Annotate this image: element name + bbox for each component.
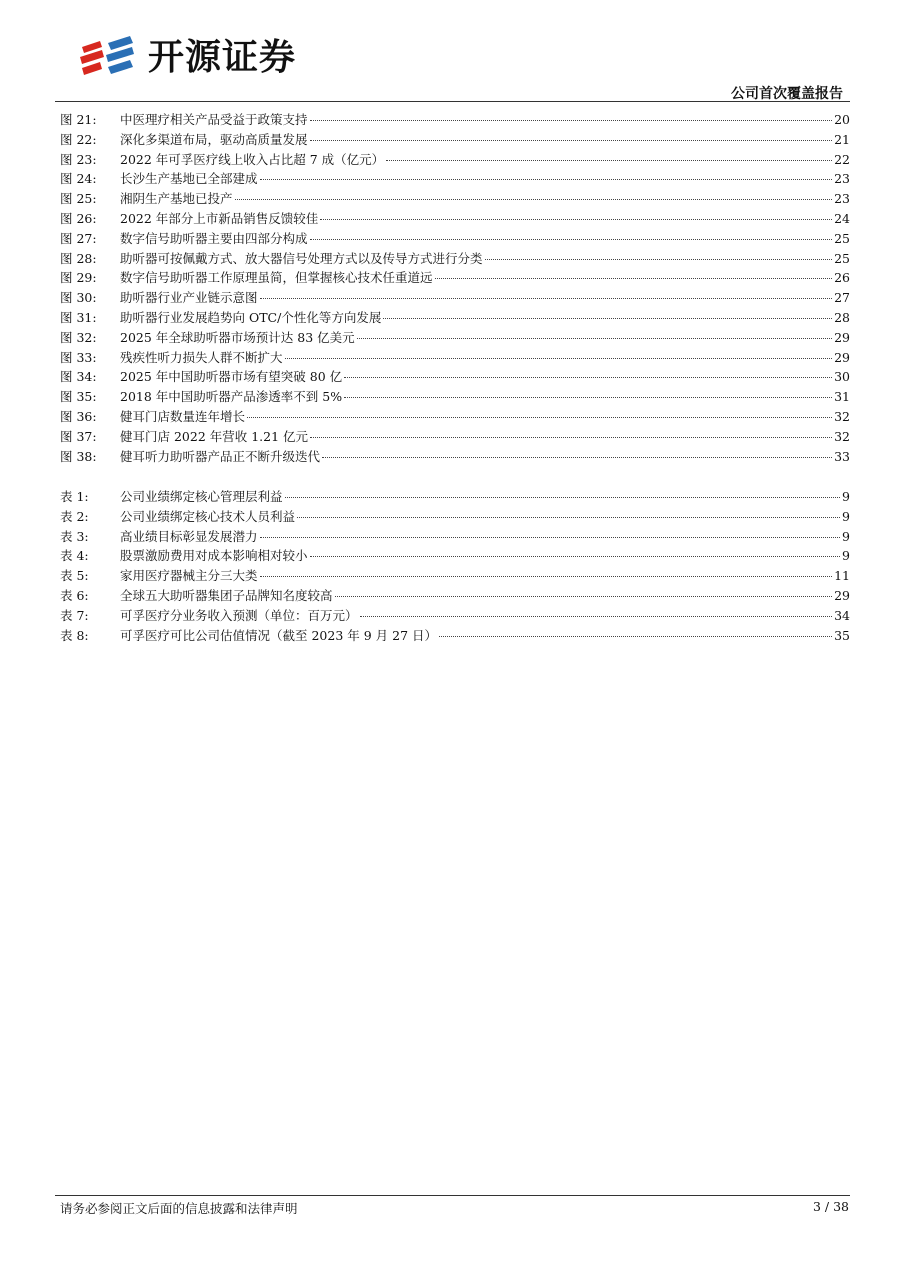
- toc-dot-leader: [344, 377, 832, 378]
- footer-divider: [55, 1195, 850, 1196]
- toc-dot-leader: [297, 517, 840, 518]
- figure-toc-entry[interactable]: [60, 268, 850, 288]
- toc-entry-title: 助听器行业产业链示意图: [120, 290, 258, 306]
- toc-dot-leader: [357, 338, 832, 339]
- figure-toc-entry[interactable]: [60, 308, 850, 328]
- toc-entry-page: 26: [834, 270, 850, 286]
- toc-dot-leader: [310, 140, 833, 141]
- toc-entry-page: 21: [834, 131, 850, 147]
- toc-entry-number: 图 31:: [60, 309, 97, 325]
- toc-entry-number: 图 36:: [60, 408, 97, 424]
- toc-entry-title: 全球五大助听器集团子品牌知名度较高: [120, 587, 333, 603]
- figure-toc-entry[interactable]: [60, 328, 850, 348]
- table-toc-entry[interactable]: [60, 566, 850, 586]
- header-divider: [55, 101, 850, 102]
- figure-toc-entry[interactable]: [60, 427, 850, 447]
- table-toc-entry[interactable]: [60, 507, 850, 527]
- toc-entry-page: 9: [842, 489, 850, 504]
- table-toc-entry[interactable]: [60, 487, 850, 507]
- toc-entry-number: 图 22:: [60, 131, 97, 147]
- toc-entry-number: 表 8:: [60, 627, 89, 643]
- toc-entry-title: 2025 年中国助听器市场有望突破 80 亿: [120, 369, 343, 385]
- toc-entry-number: 表 5:: [60, 568, 89, 584]
- toc-dot-leader: [310, 120, 833, 121]
- toc-entry-page: 22: [834, 151, 850, 167]
- toc-dot-leader: [322, 457, 832, 458]
- toc-entry-number: 图 35:: [60, 389, 97, 405]
- toc-entry-title: 健耳门店数量连年增长: [120, 408, 246, 424]
- toc-entry-page: 9: [842, 528, 850, 544]
- toc-entry-page: 29: [834, 587, 850, 603]
- toc-dot-leader: [344, 397, 832, 398]
- table-toc-entry[interactable]: [60, 626, 850, 646]
- toc-dot-leader: [335, 596, 833, 597]
- toc-entry-number: 表 1:: [60, 489, 89, 504]
- toc-entry-number: 图 21:: [60, 112, 97, 127]
- toc-entry-page: 29: [834, 329, 850, 345]
- toc-entry-number: 表 6:: [60, 587, 89, 603]
- toc-entry-title: 2022 年部分上市新品销售反馈较佳: [120, 210, 319, 226]
- toc-entry-title: 股票激励费用对成本影响相对较小: [120, 548, 308, 564]
- figure-toc-entry[interactable]: [60, 348, 850, 368]
- toc-entry-page: 23: [834, 191, 850, 207]
- toc-dot-leader: [360, 616, 833, 617]
- toc-entry-page: 23: [834, 171, 850, 187]
- figure-toc-entry[interactable]: [60, 150, 850, 170]
- toc-dot-leader: [260, 298, 833, 299]
- tables-toc: [60, 487, 850, 645]
- toc-entry-page: 33: [834, 448, 850, 464]
- toc-dot-leader: [310, 556, 841, 557]
- figure-toc-entry[interactable]: [60, 387, 850, 407]
- toc-entry-number: 图 23:: [60, 151, 97, 167]
- toc-dot-leader: [260, 537, 841, 538]
- toc-dot-leader: [260, 179, 833, 180]
- toc-entry-number: 图 26:: [60, 210, 97, 226]
- toc-entry-number: 图 33:: [60, 349, 97, 365]
- toc-entry-number: 图 29:: [60, 270, 97, 286]
- toc-entry-title: 残疾性听力损失人群不断扩大: [120, 349, 283, 365]
- logo-mark-icon: [78, 33, 138, 83]
- toc-entry-title: 数字信号助听器主要由四部分构成: [120, 230, 308, 246]
- figure-toc-entry[interactable]: [60, 367, 850, 387]
- toc-entry-page: 28: [834, 309, 850, 325]
- toc-entry-page: 34: [834, 607, 850, 623]
- toc-dot-leader: [260, 576, 833, 577]
- toc-entry-page: 27: [834, 290, 850, 306]
- toc-entry-title: 助听器可按佩戴方式、放大器信号处理方式以及传导方式进行分类: [120, 250, 483, 266]
- table-toc-entry[interactable]: [60, 586, 850, 606]
- toc-dot-leader: [285, 497, 841, 498]
- toc-dot-leader: [235, 199, 833, 200]
- figure-toc-entry[interactable]: [60, 130, 850, 150]
- report-type: 公司首次覆盖报告: [731, 86, 843, 102]
- toc-dot-leader: [247, 417, 832, 418]
- figure-toc-entry[interactable]: [60, 189, 850, 209]
- toc-entry-title: 高业绩目标彰显发展潜力: [120, 528, 258, 544]
- toc-entry-title: 数字信号助听器工作原理虽简，但掌握核心技术任重道远: [120, 270, 433, 286]
- toc-entry-number: 图 30:: [60, 290, 97, 306]
- toc-dot-leader: [320, 219, 832, 220]
- toc-entry-number: 图 27:: [60, 230, 97, 246]
- footer-disclaimer: 请务必参阅正文后面的信息披露和法律声明: [60, 1201, 298, 1216]
- toc-dot-leader: [386, 160, 832, 161]
- toc-dot-leader: [310, 437, 832, 438]
- toc-entry-title: 助听器行业发展趋势向 OTC/个性化等方向发展: [120, 309, 382, 325]
- toc-entry-page: 24: [834, 210, 850, 226]
- toc-dot-leader: [310, 239, 833, 240]
- toc-entry-page: 31: [834, 389, 850, 405]
- logo-text: 开源证券: [148, 37, 297, 78]
- toc-entry-title: 家用医疗器械主分三大类: [120, 568, 258, 584]
- toc-entry-title: 2022 年可孚医疗线上收入占比超 7 成（亿元）: [120, 151, 385, 167]
- figure-toc-entry[interactable]: [60, 229, 850, 249]
- toc-entry-title: 健耳门店 2022 年营收 1.21 亿元: [120, 428, 309, 444]
- figure-toc-entry[interactable]: [60, 249, 850, 269]
- figure-toc-entry[interactable]: [60, 209, 850, 229]
- page-number: 3 / 38: [812, 1199, 849, 1214]
- toc-entry-number: 表 2:: [60, 508, 89, 524]
- toc-entry-number: 图 24:: [60, 171, 97, 187]
- toc-entry-page: 9: [842, 548, 850, 564]
- table-toc-entry[interactable]: [60, 606, 850, 626]
- toc-entry-page: 32: [834, 428, 850, 444]
- toc-entry-title: 湘阴生产基地已投产: [120, 191, 233, 207]
- figure-toc-entry[interactable]: [60, 447, 850, 467]
- toc-entry-title: 深化多渠道布局，驱动高质量发展: [120, 131, 308, 147]
- figure-toc-entry[interactable]: [60, 407, 850, 427]
- toc-entry-title: 公司业绩绑定核心技术人员利益: [120, 508, 296, 524]
- toc-entry-number: 表 7:: [60, 607, 89, 623]
- table-toc-entry[interactable]: [60, 527, 850, 547]
- toc-dot-leader: [485, 259, 833, 260]
- toc-entry-page: 35: [834, 627, 850, 643]
- toc-entry-page: 25: [834, 230, 850, 246]
- company-logo: [78, 33, 296, 83]
- toc-entry-page: 32: [834, 408, 850, 424]
- toc-dot-leader: [439, 636, 832, 637]
- toc-entry-page: 9: [842, 508, 850, 524]
- toc-entry-number: 图 28:: [60, 250, 97, 266]
- toc-entry-title: 公司业绩绑定核心管理层利益: [120, 489, 283, 504]
- toc-entry-number: 图 32:: [60, 329, 97, 345]
- toc-entry-number: 图 38:: [60, 448, 97, 464]
- toc-entry-number: 表 4:: [60, 548, 89, 564]
- toc-entry-title: 2025 年全球助听器市场预计达 83 亿美元: [120, 329, 355, 345]
- toc-entry-page: 25: [834, 250, 850, 266]
- toc-entry-number: 表 3:: [60, 528, 89, 544]
- toc-entry-page: 30: [834, 369, 850, 385]
- toc-entry-title: 2018 年中国助听器产品渗透率不到 5%: [120, 389, 343, 405]
- toc-entry-number: 图 34:: [60, 369, 97, 385]
- toc-entry-page: 20: [834, 112, 850, 127]
- toc-entry-title: 健耳听力助听器产品正不断升级迭代: [120, 448, 321, 464]
- toc-entry-title: 可孚医疗可比公司估值情况（截至 2023 年 9 月 27 日）: [120, 627, 438, 643]
- toc-entry-title: 可孚医疗分业务收入预测（单位：百万元）: [120, 607, 358, 623]
- toc-entry-title: 中医理疗相关产品受益于政策支持: [120, 112, 308, 127]
- toc-entry-page: 29: [834, 349, 850, 365]
- toc-entry-page: 11: [834, 568, 850, 584]
- toc-entry-title: 长沙生产基地已全部建成: [120, 171, 258, 187]
- figures-toc: [60, 110, 850, 466]
- toc-dot-leader: [435, 278, 833, 279]
- toc-dot-leader: [383, 318, 832, 319]
- figure-toc-entry[interactable]: [60, 110, 850, 130]
- toc-entry-number: 图 25:: [60, 191, 97, 207]
- toc-entry-number: 图 37:: [60, 428, 97, 444]
- figure-toc-entry[interactable]: [60, 288, 850, 308]
- toc-dot-leader: [285, 358, 833, 359]
- table-toc-entry[interactable]: [60, 546, 850, 566]
- figure-toc-entry[interactable]: [60, 169, 850, 189]
